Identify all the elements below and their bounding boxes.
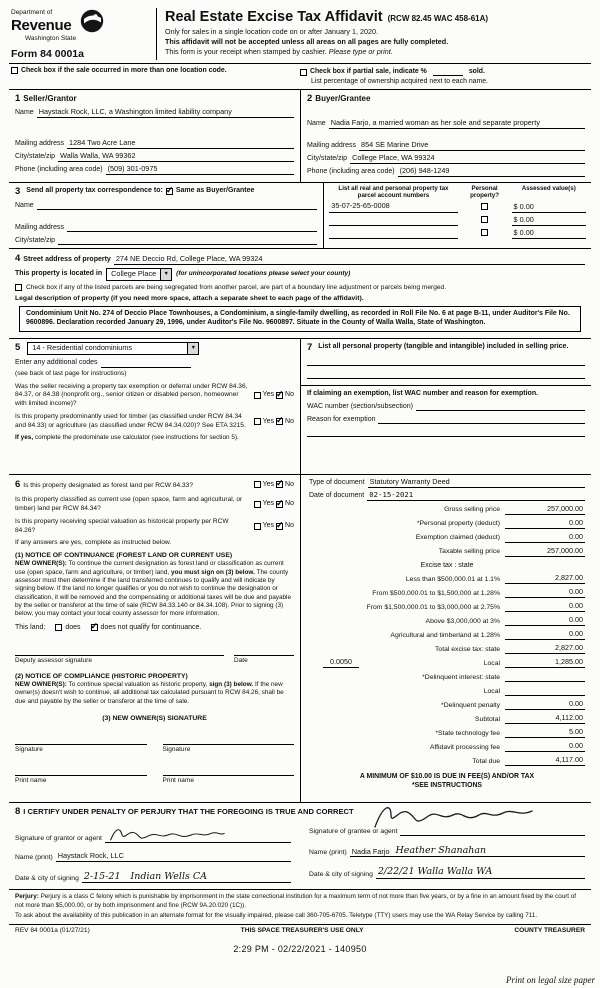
- segregated-label: Check box if any of the listed parcels are being segregated from another parcel, are part of a boundary line adjustment or parcels being merged.: [26, 283, 447, 291]
- grantee-name-handwriting: Heather Shanahan: [395, 845, 487, 857]
- yes-checkbox[interactable]: [254, 481, 261, 488]
- tier3-value[interactable]: 0.00: [505, 602, 585, 612]
- grantor-date-city-field[interactable]: [82, 871, 291, 883]
- multi-location-check-row: [11, 67, 300, 86]
- grantee-signing-block: [309, 817, 585, 883]
- partial-sale-label-suffix: sold.: [468, 67, 485, 75]
- same-as-buyer-label: Same as Buyer/Grantee: [175, 187, 255, 195]
- grantor-printname-row: Name (print) Haystack Rock, LLC: [15, 852, 291, 862]
- new-owner-signature-line-1[interactable]: [15, 734, 147, 745]
- grantee-print-name-field[interactable]: Nadia Farjo Heather Shanahan: [350, 845, 585, 857]
- personal-property-deduct-row: *Personal property (deduct) 0.00: [416, 517, 583, 528]
- new-owner-print-name-line-2[interactable]: [163, 765, 295, 776]
- section7-divider: [301, 385, 591, 386]
- see-back-note: (see back of last page for instructions): [15, 369, 127, 377]
- taxable-selling-price-value[interactable]: 257,000.00: [505, 547, 585, 557]
- personal-property-deduct-value[interactable]: 0.00: [505, 519, 585, 529]
- affidavit-processing-fee-value[interactable]: 0.00: [505, 742, 585, 752]
- exemption-intro: If claiming an exemption, list WAC number and reason for exemption.: [307, 390, 539, 398]
- correspondence-name-row: Name: [15, 200, 317, 210]
- parcel-row: [329, 202, 586, 212]
- legal-description-label: Legal description of property (if you need more space, attach a separate sheet to each page of the affidavit).: [15, 294, 364, 302]
- local-tax-value[interactable]: 1,285.00: [505, 658, 585, 668]
- assessed-value-field[interactable]: $ 0.00: [512, 203, 586, 213]
- yes-checkbox[interactable]: [254, 501, 261, 508]
- deputy-date-line[interactable]: [234, 645, 294, 656]
- property-location-section: [9, 249, 591, 338]
- grantee-printname-row: Name (print) Nadia Farjo Heather Shanahan: [309, 845, 585, 857]
- new-owners-signature-title: (3) NEW OWNER(S) SIGNATURE: [102, 714, 207, 722]
- yes-checkbox[interactable]: [254, 418, 261, 425]
- tier3-row: From $1,500,000.01 to $3,000,000 at 2.75% 0.00: [366, 601, 583, 611]
- parcel-numbers-header: List all real and personal property tax parcel account numbers: [338, 184, 449, 199]
- tax-computation-block: [300, 475, 591, 802]
- section7-personal-property: 7 List all personal property (tangible and intangible) included in selling price. If claiming an exemption, list WAC number and reason for exemption. WAC number (section/subsection) Reason for exemption: [300, 339, 591, 474]
- personal-property-header: Personal property?: [470, 184, 500, 199]
- buyer-phone-row: Phone (including area code) (206) 948-1249: [307, 167, 585, 177]
- buyer-csz-field[interactable]: College Place, WA 99324: [350, 154, 585, 164]
- agency-block: [9, 8, 157, 60]
- correspondence-mailing-row: Mailing address: [15, 222, 317, 232]
- subtotal-value[interactable]: 4,112.00: [505, 714, 585, 724]
- state-technology-fee-value[interactable]: 5.00: [505, 728, 585, 738]
- segregated-checkbox[interactable]: [15, 284, 22, 291]
- header-note-2: This affidavit will not be accepted unless all areas on all pages are fully completed.: [165, 37, 449, 47]
- rev-number: REV 84 0001a (01/27/21): [15, 926, 90, 934]
- dor-logo-block: [11, 9, 152, 43]
- partial-sale-check-row: [300, 67, 589, 86]
- no-checkbox[interactable]: [276, 501, 283, 508]
- grantor-city-handwriting: Indian Wells CA: [130, 871, 208, 883]
- certify-statement: 8 I CERTIFY UNDER PENALTY OF PERJURY THAT THE FOREGOING IS TRUE AND CORRECT: [15, 805, 354, 817]
- top-checkbox-row: [9, 64, 591, 90]
- new-owner-print-name-line-1[interactable]: [15, 765, 147, 776]
- parcel-number-field[interactable]: [329, 216, 457, 226]
- delinquent-interest-state-row: *Delinquent interest: state: [309, 672, 585, 682]
- taxable-selling-price-row: Taxable selling price 257,000.00: [438, 545, 583, 556]
- buyer-section-title: 2 Buyer/Grantee: [307, 93, 371, 105]
- located-in-label: This property is located in: [15, 269, 103, 277]
- correspondence-block: 3 Send all property tax correspondence to: ✓ Same as Buyer/Grantee Name Mailing address City/state/zip: [9, 183, 323, 248]
- section6-designations: [9, 475, 300, 802]
- tier4-row: Above $3,000,000 at 3% 0.00: [425, 615, 583, 625]
- buyer-grantee-section: [300, 90, 591, 181]
- local-rate-value: 0.0050: [323, 658, 359, 668]
- grantor-date-handwriting: 2-15-21: [83, 871, 121, 883]
- yes-checkbox[interactable]: [254, 392, 261, 399]
- seller-mailing-field[interactable]: 1284 Two Acre Lane: [67, 139, 294, 149]
- gross-selling-price-row: Gross selling price 257,000.00: [444, 503, 583, 514]
- new-owner-signature-row: Signature Signature: [15, 734, 294, 754]
- legal-description-label-row: [15, 295, 585, 303]
- total-excise-state-value[interactable]: 2,827.00: [505, 644, 585, 654]
- street-address-label: Street address of property: [23, 256, 111, 264]
- excise-tax-state-header: Excise tax : state: [420, 561, 474, 569]
- personal-property-line[interactable]: [307, 353, 585, 366]
- exemption-reason-field[interactable]: [378, 414, 585, 424]
- delinquent-interest-local-row: Local: [309, 686, 585, 696]
- grantee-date-city-field[interactable]: [376, 866, 585, 878]
- grantee-date-city-row: Date & city of signing 2/22/21 Walla Walla WA: [309, 866, 585, 878]
- section5-land-use: 5 14 - Residential condominiums ▼ Enter any additional codes (see back of last page for instructions) Was the seller receiving a property tax exemption or deferral under RCW 84.36, 84.37, or 84.38 (nonprofit org., senior citizen or disabled person, homeowner with limited income)? Yes ✓ No Is this property predominantly used for timber (as classified under RCW 84.34 and 84.33) or agriculture (as classified under RCW 84.34.020)? See ETA 3215. Yes ✓ No If yes, complete the predominate use calculator (see instructions for section 5).: [9, 339, 300, 474]
- correspondence-parcel-section: [9, 183, 591, 249]
- chevron-down-icon[interactable]: ▼: [187, 343, 198, 354]
- seller-phone-field[interactable]: (509) 301-0975: [106, 165, 294, 175]
- reet-affidavit-form: [9, 6, 591, 961]
- rcw-reference: (RCW 82.45 WAC 458-61A): [387, 14, 489, 23]
- correspondence-name-field[interactable]: [37, 200, 318, 210]
- form-title-block: [157, 8, 591, 60]
- deputy-assessor-row: Deputy assessor signature Date: [15, 645, 294, 665]
- seller-grantor-section: [9, 90, 300, 181]
- grantor-signature-field[interactable]: [105, 826, 291, 843]
- partial-sale-checkbox[interactable]: [300, 69, 307, 76]
- this-land-label: This land:: [15, 623, 46, 631]
- location-select[interactable]: College Place ▼: [106, 268, 172, 281]
- personal-property-checkbox[interactable]: [481, 216, 488, 223]
- cashier-stamp: 2:29 PM - 02/22/2021 - 140950: [233, 943, 367, 954]
- document-date-field[interactable]: 02-15-2021: [367, 491, 585, 501]
- notice1-title: (1) NOTICE OF CONTINUANCE (FOREST LAND OR CURRENT USE): [15, 552, 233, 560]
- assessed-value-field[interactable]: $ 0.00: [512, 229, 586, 239]
- parcel-row: [329, 216, 586, 226]
- correspondence-mailing-field[interactable]: [67, 222, 317, 232]
- parcel-table: [323, 183, 591, 248]
- perjury-notice: [9, 890, 591, 925]
- total-due-value[interactable]: 4,117.00: [505, 756, 585, 766]
- department-of-text: Department of: [11, 9, 53, 16]
- buyer-phone-field[interactable]: (206) 948-1249: [398, 167, 585, 177]
- additional-codes-field[interactable]: [101, 358, 191, 368]
- grantor-signature-scribble: [107, 826, 227, 844]
- current-use-question: Is this property classified as current use (open space, farm and agricultural, or timber) land per RCW 84.34? Yes ✓ No: [15, 496, 294, 513]
- land-use-code-select[interactable]: 14 - Residential condominiums ▼: [27, 342, 199, 355]
- subtotal-row: Subtotal 4,112.00: [475, 713, 583, 723]
- new-owner-signature-line-2[interactable]: [163, 734, 295, 745]
- county-treasurer-label: COUNTY TREASURER: [514, 926, 585, 934]
- page-title: Real Estate Excise Tax Affidavit: [165, 9, 383, 25]
- tier4-value[interactable]: 0.00: [505, 616, 585, 626]
- washington-state-text: Washington State: [25, 34, 77, 42]
- seller-csz-row: City/state/zip Walla Walla, WA 99362: [15, 152, 294, 162]
- no-checkbox[interactable]: [276, 481, 283, 488]
- delinquent-interest-state-value[interactable]: [505, 672, 585, 682]
- exemption-reason-row: Reason for exemption: [307, 414, 585, 424]
- perjury-paragraph: Perjury: Perjury is a class C felony which is punishable by imprisonment in the state correctional institution for a maximum term of not more than five years, or by a fine in an amount fixed by the court of not more than $5,000.00, or by both imprisonment and fine (RCW 9A.20.020 (1C)).: [15, 893, 577, 909]
- partial-sale-label: Check box if partial sale, indicate %: [310, 67, 427, 75]
- seller-section-title: 1 Seller/Grantor: [15, 93, 77, 105]
- parties-section: [9, 90, 591, 182]
- street-address-row: 4 Street address of property 274 NE Deccio Rd, College Place, WA 99324: [15, 253, 585, 264]
- delinquent-penalty-row: *Delinquent penalty 0.00: [441, 699, 583, 709]
- seller-name-field[interactable]: Haystack Rock, LLC, a Washington limited liability company: [37, 108, 294, 118]
- seller-phone-row: Phone (including area code) (509) 301-0975: [15, 165, 294, 175]
- assessed-value-header: Assessed value(s): [521, 184, 576, 192]
- buyer-mailing-row: Mailing address 854 SE Marine Drive: [307, 141, 585, 151]
- deputy-assessor-signature-line[interactable]: [15, 645, 224, 656]
- located-in-row: [15, 268, 585, 281]
- personal-property-intro: List all personal property (tangible and intangible) included in selling price.: [318, 342, 569, 350]
- same-as-buyer-checkbox[interactable]: [166, 188, 173, 195]
- does-checkbox[interactable]: [55, 624, 62, 631]
- correspondence-csz-row: City/state/zip: [15, 235, 317, 245]
- notice2-body: NEW OWNER(S): To continue special valuation as historic property, sign (3) below. If the new owner(s) doesn't wish to continue, all additional tax calculated pursuant to RCW 84.26, shall be due and payable by the seller or transferor at the time of sale.: [15, 680, 284, 705]
- total-excise-state-row: Total excise tax: state 2,827.00: [435, 643, 583, 653]
- agricultural-value[interactable]: 0.00: [505, 630, 585, 640]
- new-owner-printname-row: Print name Print name: [15, 765, 294, 785]
- form-header: [9, 6, 591, 64]
- document-type-row: Type of document Statutory Warranty Deed: [309, 478, 585, 488]
- notice2-title: (2) NOTICE OF COMPLIANCE (HISTORIC PROPERTY): [15, 672, 188, 680]
- gross-selling-price-value[interactable]: 257,000.00: [505, 505, 585, 515]
- revenue-logo-icon: [80, 9, 104, 33]
- forest-land-question: 6 Is this property designated as forest land per RCW 84.33? Yes ✓ No: [15, 479, 294, 491]
- designation-and-tax-section: [9, 475, 591, 803]
- personal-property-line[interactable]: [307, 366, 585, 379]
- tier2-value[interactable]: 0.00: [505, 588, 585, 598]
- state-technology-fee-row: *State technology fee 5.00: [435, 727, 583, 737]
- grantor-signature-row: Signature of grantor or agent: [15, 826, 291, 843]
- buyer-name-row: Name Nadia Farjo, a married woman as her sole and separate property: [307, 119, 585, 129]
- wac-number-field[interactable]: [416, 401, 585, 411]
- total-due-row: Total due 4,117.00: [472, 755, 583, 765]
- agricultural-row: Agricultural and timberland at 1.28% 0.00: [390, 629, 583, 639]
- located-in-note: (for unincorporated locations please select your county): [176, 270, 351, 278]
- assessed-value-field[interactable]: $ 0.00: [512, 216, 586, 226]
- tier1-row: Less than $500,000.01 at 1.1% 2,827.00: [405, 573, 583, 583]
- buyer-csz-row: City/state/zip College Place, WA 99324: [307, 154, 585, 164]
- buyer-mailing-field[interactable]: 854 SE Marine Drive: [359, 141, 585, 151]
- percentage-note: List percentage of ownership acquired next to each name.: [311, 78, 488, 86]
- personal-property-checkbox[interactable]: [481, 203, 488, 210]
- if-any-yes-note: If any answers are yes, complete as instructed below.: [15, 539, 172, 547]
- certification-section: [9, 803, 591, 891]
- print-size-note: Print on legal size paper: [506, 975, 595, 985]
- seller-csz-field[interactable]: Walla Walla, WA 99362: [58, 152, 294, 162]
- local-tax-row: 0.0050 Local 1,285.00: [309, 658, 585, 668]
- treasurer-space-label: THIS SPACE TREASURER'S USE ONLY: [240, 926, 364, 934]
- no-checkbox[interactable]: [276, 392, 283, 399]
- document-date-row: Date of document 02-15-2021: [309, 491, 585, 501]
- legal-description-box[interactable]: Condominium Unit No. 274 of Deccio Place Townhouses, a Condominium, a single-family dwelling, as recorded in Roll File No. 6 at page B-11, under Auditor's File No. 9600896. Declaration recorded January 29, 1996, under Auditor's File No. 9600897. Situate in the County of Walla Walla, State of Washington.: [19, 306, 581, 332]
- grantor-print-name-field[interactable]: Haystack Rock, LLC: [56, 852, 291, 862]
- partial-sale-percent-field[interactable]: [433, 67, 463, 76]
- if-yes-note: If yes, complete the predominate use calculator (see instructions for section 5).: [15, 434, 239, 442]
- correspondence-csz-field[interactable]: [58, 235, 317, 245]
- buyer-name-field[interactable]: Nadia Farjo, a married woman as her sole and separate property: [329, 119, 585, 129]
- form-number: Form 84 0001a: [11, 47, 84, 60]
- treasurer-use-space: [9, 937, 591, 961]
- personal-property-checkbox[interactable]: [481, 229, 488, 236]
- does-not-checkbox[interactable]: [91, 624, 98, 631]
- affidavit-processing-fee-row: Affidavit processing fee 0.00: [429, 741, 583, 751]
- seller-name-row: Name Haystack Rock, LLC, a Washington limited liability company: [15, 108, 294, 118]
- chevron-down-icon[interactable]: ▼: [160, 269, 171, 280]
- use-code-and-personal-property-section: [9, 339, 591, 475]
- additional-codes-row: Enter any additional codes: [15, 358, 294, 368]
- tier1-value[interactable]: 2,827.00: [505, 574, 585, 584]
- tier2-row: From $500,000.01 to $1,500,000 at 1.28% 0.00: [372, 587, 583, 597]
- multi-location-label: Check box if the sale occurred in more than one location code.: [21, 67, 227, 75]
- multi-location-checkbox[interactable]: [11, 67, 18, 74]
- wac-number-row: WAC number (section/subsection): [307, 401, 585, 411]
- header-note-3: This form is your receipt when stamped by cashier. Please type or print.: [165, 47, 393, 57]
- form-footer-row: [9, 925, 591, 937]
- no-checkbox[interactable]: [276, 523, 283, 530]
- parcel-row: [329, 229, 586, 239]
- delinquent-penalty-value[interactable]: 0.00: [505, 700, 585, 710]
- seller-exemption-question: Was the seller receiving a property tax exemption or deferral under RCW 84.36, 84.37, or 84.38 (nonprofit org., senior citizen or disabled person, homeowner with limited income)? Yes ✓ No: [15, 383, 294, 409]
- grantee-signature-scribble: [369, 803, 539, 833]
- street-address-field[interactable]: 274 NE Deccio Rd, College Place, WA 99324: [114, 255, 585, 265]
- land-qualify-row: This land: does ✓ does not qualify for continuance.: [15, 624, 294, 632]
- minimum-due-note: A MINIMUM OF $10.00 IS DUE IN FEE(S) AND/OR TAX *SEE INSTRUCTIONS: [359, 773, 535, 790]
- grantor-signing-block: [15, 817, 291, 883]
- grantee-signature-row: Signature of grantee or agent: [309, 826, 585, 836]
- exemption-claimed-value[interactable]: 0.00: [505, 533, 585, 543]
- grantee-date-handwriting: 2/22/21 Walla Walla WA: [377, 866, 493, 878]
- exemption-reason-line[interactable]: [307, 424, 585, 437]
- parcel-number-field[interactable]: [329, 229, 457, 239]
- segregated-check-row: [15, 284, 585, 292]
- seller-mailing-row: Mailing address 1284 Two Acre Lane: [15, 139, 294, 149]
- grantor-date-city-row: Date & city of signing 2-15-21 Indian Wells CA: [15, 871, 291, 883]
- timber-agriculture-question: Is this property predominantly used for timber (as classified under RCW 84.34 and 84.33) or agriculture (as classified under RCW 84.34.020)? See ETA 3215. Yes ✓ No: [15, 413, 294, 430]
- no-checkbox[interactable]: [276, 418, 283, 425]
- alternate-format-paragraph: To ask about the availability of this publication in an alternate format for the visually impaired, please call 360-705-6705. Teletype (TTY) users may use the WA Relay Service by calling 711.: [15, 912, 538, 920]
- delinquent-interest-local-value[interactable]: [505, 686, 585, 696]
- yes-checkbox[interactable]: [254, 523, 261, 530]
- header-note-1: Only for sales in a single location code on or after January 1, 2020.: [165, 26, 378, 36]
- correspondence-label: Send all property tax correspondence to:: [26, 187, 163, 195]
- historic-property-question: Is this property receiving special valuation as historical property per RCW 84.26? Yes ✓ No: [15, 518, 294, 535]
- document-type-field[interactable]: Statutory Warranty Deed: [368, 478, 585, 488]
- parcel-table-headers: [329, 185, 586, 199]
- revenue-wordmark: Revenue: [11, 16, 72, 34]
- exemption-claimed-row: Exemption claimed (deduct) 0.00: [415, 531, 583, 542]
- parcel-number-field[interactable]: 35-07-25-65-0008: [329, 202, 457, 212]
- notice1-body: NEW OWNER(S): To continue the current designation as forest land or classification as current use (open space, farm and agriculture, or timber) land, you must sign on (3) below. The county assessor must then determine if the land transferred continues to qualify and will indicate by signing below. If the land no longer qualifies or you do not wish to continue the designation or classification, it will be removed and the compensating or additional taxes will be due and payable by the seller or transferor at the time of sale (RCW 84.33.140 or 84.34.108). Prior to signing (3) below, you may contact your local county assessor for more information.: [15, 560, 292, 618]
